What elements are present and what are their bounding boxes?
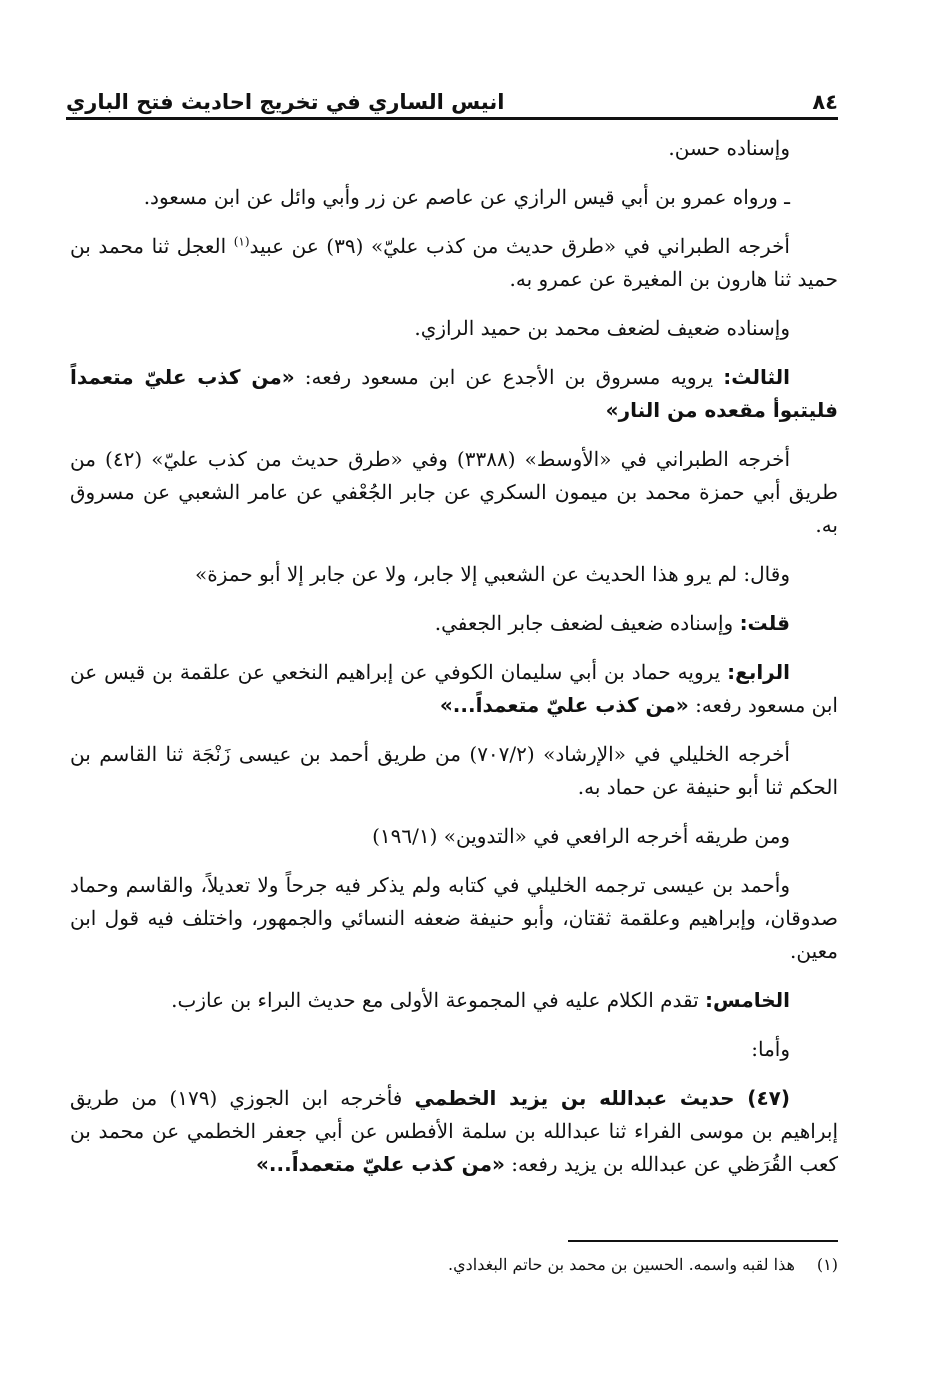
paragraph-15 xyxy=(70,1082,838,1181)
header-rule xyxy=(66,117,838,120)
hadith-quote: «من كذب عليّ متعمداً...» xyxy=(255,1152,505,1176)
paragraph-8-text: وإسناده ضعيف لضعف جابر الجعفي. xyxy=(434,611,740,635)
paragraph-13-text: تقدم الكلام عليه في المجموعة الأولى مع حديث البراء بن عازب. xyxy=(171,988,706,1012)
paragraph-4: وإسناده ضعيف لضعف محمد بن حميد الرازي. xyxy=(414,316,790,340)
footnote-ref: (١) xyxy=(233,234,250,249)
paragraph-9-text: يرويه حماد بن أبي سليمان الكوفي عن إبراهيم النخعي عن علقمة بن قيس عن ابن مسعود رفعه: xyxy=(70,660,838,717)
paragraph-14: وأما: xyxy=(751,1037,790,1061)
section-label-fifth: الخامس: xyxy=(705,988,790,1012)
paragraph-1: وإسناده حسن. xyxy=(668,136,790,160)
book-title: انيس الساري في تخريج احاديث فتح الباري xyxy=(66,90,505,114)
footnote-rule xyxy=(568,1240,838,1242)
paragraph-3-text-a: أخرجه الطبراني في «طرق حديث من كذب عليّ» (٣٩) عن عبيد xyxy=(249,234,790,258)
paragraph-15-text: فأخرجه ابن الجوزي (١٧٩) من طريق إبراهيم بن موسى الفراء ثنا عبدالله بن سلمة الأفطس عن أبي جعفر الخطمي عن محمد بن كعب القُرَظي عن عبدالله بن يزيد رفعه: xyxy=(70,1086,838,1176)
paragraph-10: أخرجه الخليلي في «الإرشاد» (٧٠٧/٢) من طريق أحمد بن عيسى زَنْجَة ثنا القاسم بن الحكم ثنا أبو حنيفة عن حماد به. xyxy=(70,742,838,799)
paragraph-3 xyxy=(70,230,838,296)
paragraph-5 xyxy=(70,361,838,427)
footnote xyxy=(70,1252,838,1278)
paragraph-9 xyxy=(70,656,838,722)
paragraph-6: أخرجه الطبراني في «الأوسط» (٣٣٨٨) وفي «طرق حديث من كذب عليّ» (٤٢) من طريق أبي حمزة محمد بن ميمون السكري عن جابر الجُعْفي عن عامر الشعبي عن مسروق به. xyxy=(70,447,838,537)
paragraph-12: وأحمد بن عيسى ترجمه الخليلي في كتابه ولم يذكر فيه جرحاً ولا تعديلاً، والقاسم وحماد صدوقان، وإبراهيم وعلقمة ثقتان، وأبو حنيفة ضعفه النسائي والجمهور، واختلف فيه قول ابن معين. xyxy=(70,873,838,963)
running-header xyxy=(66,74,838,114)
paragraph-2: ـ ورواه عمرو بن أبي قيس الرازي عن عاصم عن زر وأبي وائل عن ابن مسعود. xyxy=(143,185,790,209)
page-body xyxy=(70,132,838,1197)
page-number: ٨٤ xyxy=(812,90,838,114)
hadith-quote: «من كذب عليّ متعمداً فليتبوأ مقعده من النار» xyxy=(70,365,838,422)
qultu-label: قلت: xyxy=(739,611,790,635)
paragraph-5-text: يرويه مسروق بن الأجدع عن ابن مسعود رفعه: xyxy=(294,365,724,389)
paragraph-7: وقال: لم يرو هذا الحديث عن الشعبي إلا جابر، ولا عن جابر إلا أبو حمزة» xyxy=(195,562,790,586)
footnote-text: هذا لقبه واسمه. الحسين بن محمد بن حاتم البغدادي. xyxy=(448,1255,795,1274)
hadith-quote: «من كذب عليّ متعمداً...» xyxy=(439,693,689,717)
paragraph-13 xyxy=(70,984,838,1017)
section-label-fourth: الرابع: xyxy=(727,660,790,684)
paragraph-3-text-b: العجل ثنا محمد بن حميد ثنا هارون بن المغيرة عن عمرو به. xyxy=(70,234,838,291)
paragraph-8 xyxy=(70,607,838,640)
hadith-47-heading: (٤٧) حديث عبدالله بن يزيد الخطمي xyxy=(414,1086,790,1110)
footnote-number: (١) xyxy=(816,1255,838,1274)
section-label-third: الثالث: xyxy=(723,365,790,389)
paragraph-11: ومن طريقه أخرجه الرافعي في «التدوين» (١٩٦/١) xyxy=(372,824,790,848)
